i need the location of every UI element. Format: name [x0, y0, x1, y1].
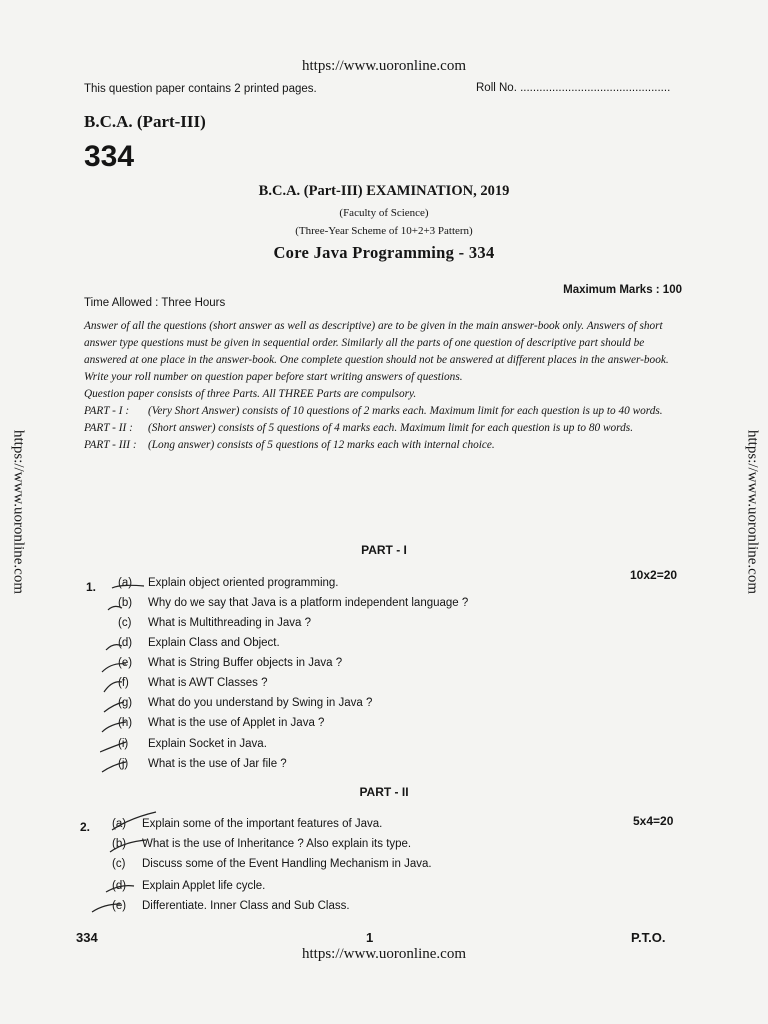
- handwritten-marks-icon: [100, 576, 150, 776]
- item-label: (b): [112, 838, 127, 850]
- maximum-marks: Maximum Marks : 100: [563, 284, 682, 296]
- pages-note: This question paper contains 2 printed pages.: [84, 83, 317, 95]
- watermark-url-bottom: https://www.uoronline.com: [301, 946, 466, 962]
- item-text: What is AWT Classes ?: [148, 677, 268, 689]
- item-text: What is the use of Jar file ?: [148, 758, 287, 770]
- item-text: Differentiate. Inner Class and Sub Class.: [142, 900, 350, 912]
- item-label: (e): [118, 657, 133, 669]
- item-text: What is the use of Applet in Java ?: [148, 717, 325, 729]
- question-1b: [118, 597, 468, 609]
- item-label: (e): [112, 900, 127, 912]
- item-label: (c): [112, 858, 126, 870]
- scheme-line: (Three-Year Scheme of 10+2+3 Pattern): [295, 225, 473, 237]
- question-1e: [118, 657, 342, 669]
- footer-paper-code: 334: [76, 930, 98, 945]
- part-description: (Very Short Answer) consists of 10 questions of 2 marks each. Maximum limit for each question is up to 40 words.: [148, 405, 663, 417]
- question-1-number: 1.: [86, 580, 97, 594]
- part-2-marks: 5x4=20: [633, 814, 674, 828]
- question-2-number: 2.: [80, 820, 91, 834]
- item-text: Explain Applet life cycle.: [142, 880, 266, 892]
- instructions: [84, 318, 684, 454]
- exam-title: B.C.A. (Part-III) EXAMINATION, 2019: [258, 183, 510, 199]
- item-text: What is the use of Inheritance ? Also explain its type.: [142, 838, 412, 850]
- part-2-heading: PART - II: [359, 785, 409, 799]
- instruction-part-1: [84, 403, 684, 420]
- part-label: PART - I :: [84, 405, 130, 417]
- time-allowed: Time Allowed : Three Hours: [84, 297, 226, 309]
- question-1a: [118, 577, 339, 589]
- item-label: (i): [118, 738, 129, 750]
- handwritten-marks-icon: [90, 808, 160, 918]
- watermark-url-top: https://www.uoronline.com: [301, 58, 466, 74]
- item-text: Why do we say that Java is a platform independent language ?: [148, 597, 469, 609]
- item-label: (d): [118, 637, 133, 649]
- program-title: B.C.A. (Part-III): [84, 112, 206, 131]
- item-label: (h): [118, 717, 133, 729]
- item-text: Explain Socket in Java.: [148, 738, 267, 750]
- item-label: (a): [118, 577, 133, 589]
- faculty-line: (Faculty of Science): [339, 207, 429, 219]
- item-text: Discuss some of the Event Handling Mechanism in Java.: [142, 858, 432, 870]
- item-text: Explain Class and Object.: [148, 637, 280, 649]
- part-description: (Short answer) consists of 5 questions of 4 marks each. Maximum limit for each question is up to 80 words.: [148, 422, 634, 434]
- instruction-para-1: Answer of all the questions (short answer as well as descriptive) are to be given in the main answer-book only. Answers of short answer type questions must be given in sequential order. Similarly all the parts of one question of descriptive part should be answered at one place in the answer-book. One complete question should not be answered at different places in the answer-book.: [84, 320, 669, 366]
- item-text: Explain some of the important features of Java.: [142, 818, 383, 830]
- part-description: (Long answer) consists of 5 questions of 12 marks each with internal choice.: [148, 439, 495, 451]
- item-label: (c): [118, 617, 132, 629]
- roll-number-field: Roll No. ...............................................: [476, 82, 671, 94]
- instruction-para-3: Question paper consists of three Parts. All THREE Parts are compulsory.: [84, 388, 417, 400]
- part-label: PART - II :: [84, 422, 133, 434]
- item-text: Explain object oriented programming.: [148, 577, 339, 589]
- part-label: PART - III :: [84, 439, 137, 451]
- item-text: What do you understand by Swing in Java ?: [148, 697, 373, 709]
- pto-label: P.T.O.: [631, 930, 666, 945]
- question-1g: [118, 697, 372, 709]
- item-label: (g): [118, 697, 133, 709]
- instruction-part-3: [84, 437, 684, 454]
- instruction-part-2: [84, 420, 684, 437]
- instruction-para-2: Write your roll number on question paper before start writing answers of questions.: [84, 371, 463, 383]
- watermark-url-right: https://www.uoronline.com: [744, 429, 761, 595]
- item-label: (a): [112, 818, 127, 830]
- item-label: (b): [118, 597, 133, 609]
- part-1-heading: PART - I: [361, 543, 407, 557]
- item-text: What is Multithreading in Java ?: [148, 617, 311, 629]
- item-label: (j): [118, 758, 129, 770]
- part-1-marks: 10x2=20: [630, 568, 678, 582]
- page-number: 1: [366, 930, 374, 945]
- item-text: What is String Buffer objects in Java ?: [148, 657, 343, 669]
- item-label: (d): [112, 880, 127, 892]
- paper-code: 334: [84, 140, 135, 173]
- item-label: (f): [118, 677, 129, 689]
- watermark-url-left: https://www.uoronline.com: [10, 429, 27, 595]
- course-title: Core Java Programming - 334: [273, 243, 495, 262]
